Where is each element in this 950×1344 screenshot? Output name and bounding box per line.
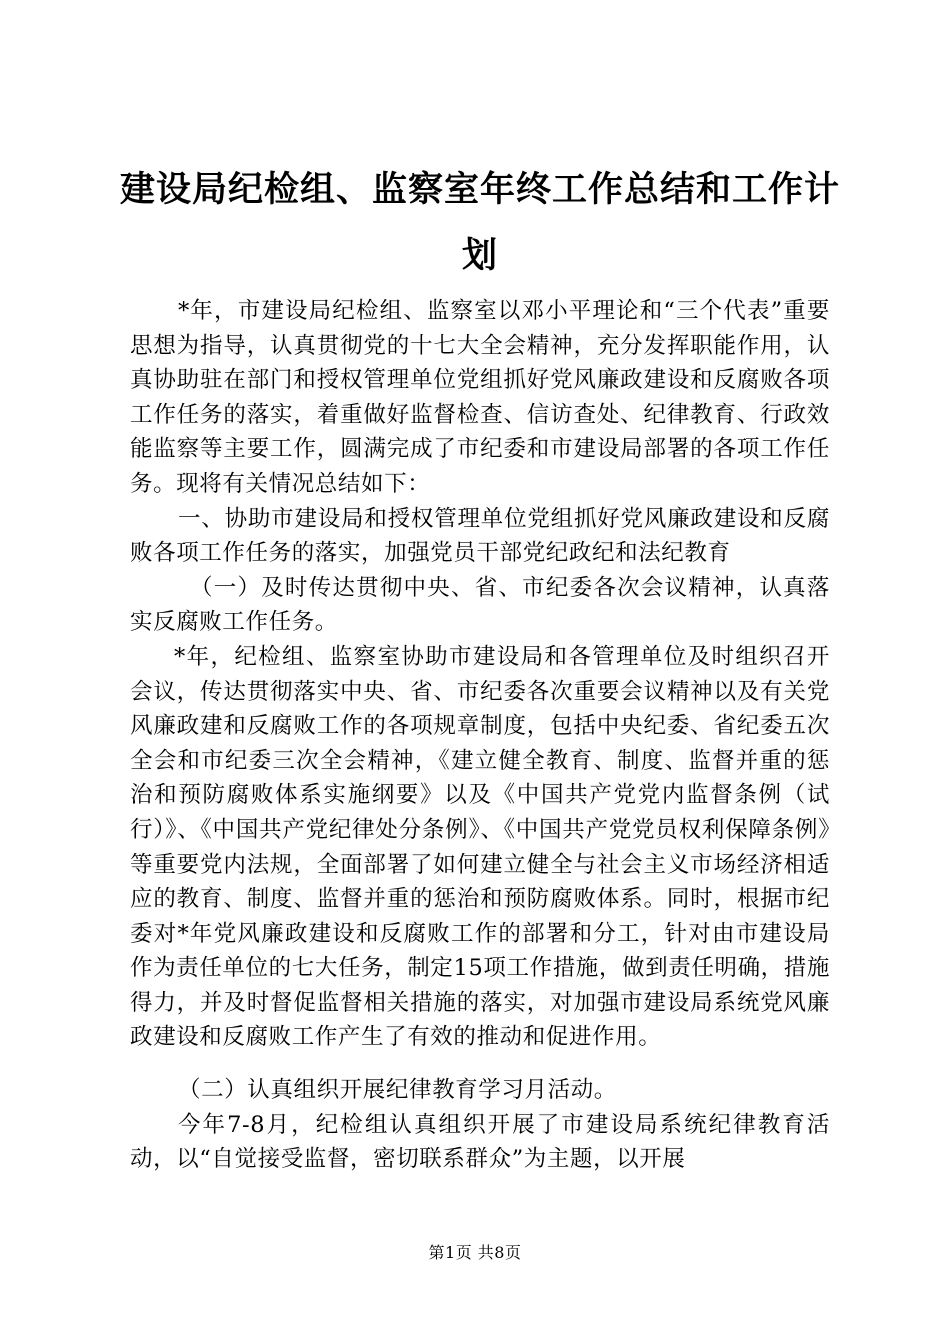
body-paragraph-1: *年，纪检组、监察室协助市建设局和各管理单位及时组织召开会议，传达贯彻落实中央、省、市纪委各次重要会议精神以及有关党风廉政建和反腐败工作的各项规章制度，包括中央纪委、省纪委五次全会和市纪委三次全会精神，《建立健全教育、制度、监督并重的惩治和预防腐败体系实施纲要》以及《中国共产党党内监督条例（试行）》、《中国共产党纪律处分条例》、《中国共产党党员权利保障条例》等重要党内法规，全面部署了如何建立健全与社会主义市场经济相适应的教育、制度、监督并重的惩治和预防腐败体系。同时，根据市纪委对*年党风廉政建设和反腐败工作的部署和分工，针对由市建设局作为责任单位的七大任务，制定15项工作措施，做到责任明确，措施得力，并及时督促监督相关措施的落实，对加强市建设局系统党风廉政建设和反腐败工作产生了有效的推动和促进作用。 <box>130 643 830 1051</box>
page-number-footer: 第1页 共8页 <box>428 1243 522 1262</box>
document-body <box>130 294 830 1177</box>
section-heading-1: 一、协助市建设局和授权管理单位党组抓好党风廉政建设和反腐败各项工作任务的落实，加强党员干部党纪政纪和法纪教育 <box>130 505 830 567</box>
subsection-heading-1: （一）及时传达贯彻中央、省、市纪委各次会议精神，认真落实反腐败工作任务。 <box>130 574 830 636</box>
body-paragraph-2: 今年7-8月，纪检组认真组织开展了市建设局系统纪律教育活动，以“自觉接受监督，密切联系群众”为主题，以开展 <box>130 1111 830 1173</box>
intro-paragraph: *年，市建设局纪检组、监察室以邓小平理论和“三个代表”重要思想为指导，认真贯彻党的十七大全会精神，充分发挥职能作用，认真协助驻在部门和授权管理单位党组抓好党风廉政建设和反腐败各项工作任务的落实，着重做好监督检查、信访查处、纪律教育、行政效能监察等主要工作，圆满完成了市纪委和市建设局部署的各项工作任务。现将有关情况总结如下： <box>130 298 830 497</box>
subsection-heading-2: （二）认真组织开展纪律教育学习月活动。 <box>178 1077 617 1104</box>
document-title: 建设局纪检组、监察室年终工作总结和工作计划 <box>120 170 841 276</box>
